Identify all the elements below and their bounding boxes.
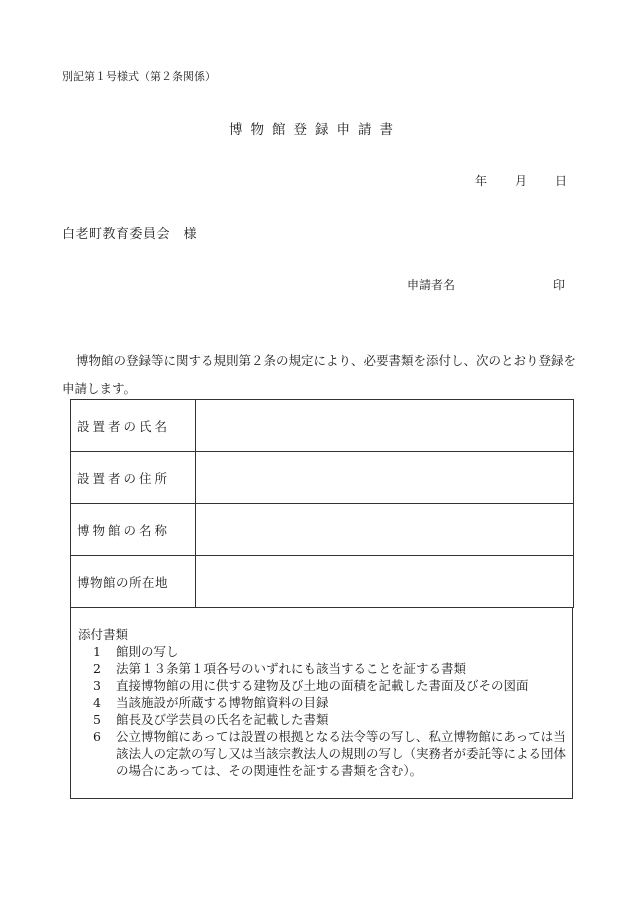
document-title: 博物館登録申請書: [229, 122, 401, 138]
list-item: [78, 643, 570, 660]
table-row: [71, 556, 574, 608]
recipient: 白老町教育委員会 様: [62, 227, 198, 242]
form-number-label: 別記第１号様式（第２条関係）: [62, 70, 216, 83]
applicant-name-label: 申請者名: [407, 278, 456, 292]
list-item: [78, 728, 570, 779]
list-item-number: 2: [93, 661, 101, 676]
list-item: [78, 660, 570, 677]
founder-address-field[interactable]: [196, 452, 574, 504]
date-day-label: 日: [555, 174, 568, 188]
attachments-title: 添付書類: [78, 627, 129, 642]
attachments-list: [78, 643, 570, 779]
table-row: [71, 452, 574, 504]
list-item-number: 3: [93, 678, 101, 693]
seal-mark: 印: [553, 278, 566, 292]
row-label-museum-name: 博物館の名称: [71, 504, 196, 556]
list-item-number: 6: [93, 729, 101, 744]
list-item-text: 当該施設が所蔵する博物館資料の目録: [116, 695, 329, 710]
attachments-box: [70, 608, 573, 799]
list-item: [78, 677, 570, 694]
list-item-number: 4: [93, 695, 101, 710]
founder-name-field[interactable]: [196, 400, 574, 452]
row-label-founder-name: 設置者の氏名: [71, 400, 196, 452]
list-item-text: 法第１３条第１項各号のいずれにも該当することを証する書類: [116, 661, 467, 676]
table-row: [71, 400, 574, 452]
list-item-text: 館長及び学芸員の氏名を記載した書類: [116, 712, 329, 727]
applicant-info-table: [70, 399, 574, 608]
list-item: [78, 694, 570, 711]
museum-name-field[interactable]: [196, 504, 574, 556]
table-row: [71, 504, 574, 556]
date-year-label: 年: [475, 174, 488, 188]
date-month-label: 月: [515, 174, 528, 188]
list-item-text: 館則の写し: [116, 644, 179, 659]
intro-paragraph: 博物館の登録等に関する規則第２条の規定により、必要書類を添付し、次のとおり登録を申請します。: [62, 353, 577, 396]
list-item-text: 直接博物館の用に供する建物及び土地の面積を記載した書面及びその図面: [116, 678, 529, 693]
row-label-museum-location: 博物館の所在地: [71, 556, 196, 608]
list-item-number: 1: [93, 644, 101, 659]
museum-location-field[interactable]: [196, 556, 574, 608]
list-item-text: 公立博物館にあっては設置の根拠となる法令等の写し、私立博物館にあっては当該法人の定款の写し又は当該宗教法人の規則の写し（実務者が委託等による団体の場合にあっては、その関連性を証する書類を含む）。: [116, 729, 567, 778]
row-label-founder-address: 設置者の住所: [71, 452, 196, 504]
list-item: [78, 711, 570, 728]
list-item-number: 5: [93, 712, 101, 727]
